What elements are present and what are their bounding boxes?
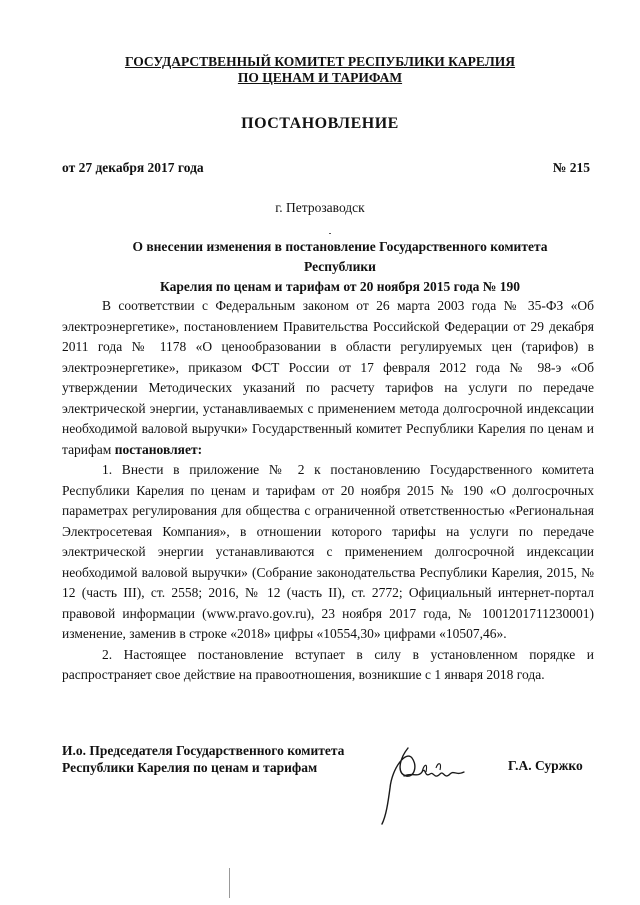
preamble-text: В соответствии с Федеральным законом от 26 марта 2003 года № 35-ФЗ «Об электроэнергетике», постановлением Правительства Российской Федерации от 29 декабря 2011 года № 1178 «О ценообразовании в области регулируемых цен (тарифов) в электроэнергетике», приказом ФСТ России от 17 февраля 2012 года № 98-э «Об утверждении Методических указаний по расчету тарифов на услуги по передаче электрической энергии, устанавливаемых с применением метода долгосрочной индексации необходимой валовой выручки» Государственный комитет Республики Карелия по ценам и тарифам xyxy=(62,298,594,457)
agency-name-line1: ГОСУДАРСТВЕННЫЙ КОМИТЕТ РЕСПУБЛИКИ КАРЕЛИЯ xyxy=(124,54,516,69)
signatory-title xyxy=(62,742,344,776)
document-date: от 27 декабря 2017 года xyxy=(62,160,204,175)
preamble-paragraph xyxy=(62,296,594,460)
item-2-paragraph: 2. Настоящее постановление вступает в силу в установленном порядке и распространяет свое действие на правоотношения, возникшие с 1 января 2018 года. xyxy=(62,646,594,682)
subject-line2: Карелия по ценам и тарифам от 20 ноября 2015 года № 190 xyxy=(160,279,520,294)
scan-speck xyxy=(329,233,331,234)
scan-mark xyxy=(229,868,230,898)
agency-name-line2: ПО ЦЕНАМ И ТАРИФАМ xyxy=(237,70,403,85)
subject-line1: О внесении изменения в постановление Государственного комитета Республики xyxy=(132,239,548,274)
item-1-paragraph: 1. Внести в приложение № 2 к постановлению Государственного комитета Республики Карелия по ценам и тарифам от 20 ноября 2015 № 190 «О долгосрочных параметрах регулирования для общества с ограниченной ответственностью «Региональная Электросетевая Компания», в отношении которого тарифы на услуги по передаче электрической энергии устанавливаются с применением долгосрочной индексации необходимой валовой выручки» (Собрание законодательства Республики Карелия, 2015, № 12 (часть III), ст. 2558; 2016, № 12 (часть II), ст. 2772; Официальный интернет-портал правовой информации (www.pravo.gov.ru), 23 ноября 2017 года, № 1001201711230001) изменение, заменив в строке «2018» цифры «10554,30» цифрами «10507,46». xyxy=(62,462,594,641)
document-subject xyxy=(105,237,575,297)
agency-header xyxy=(100,54,540,86)
document-city: г. Петрозаводск xyxy=(275,200,365,215)
document-number: № 215 xyxy=(552,160,590,175)
signatory-title-line1: И.о. Председателя Государственного комитета xyxy=(62,743,345,758)
document-body xyxy=(62,296,594,686)
signatory-title-line2: Республики Карелия по ценам и тарифам xyxy=(62,760,318,775)
signatory-name: Г.А. Суржко xyxy=(508,758,583,773)
decree-word: постановляет: xyxy=(114,441,203,457)
handwritten-signature-icon xyxy=(378,728,478,828)
document-type: ПОСТАНОВЛЕНИЕ xyxy=(241,115,399,132)
